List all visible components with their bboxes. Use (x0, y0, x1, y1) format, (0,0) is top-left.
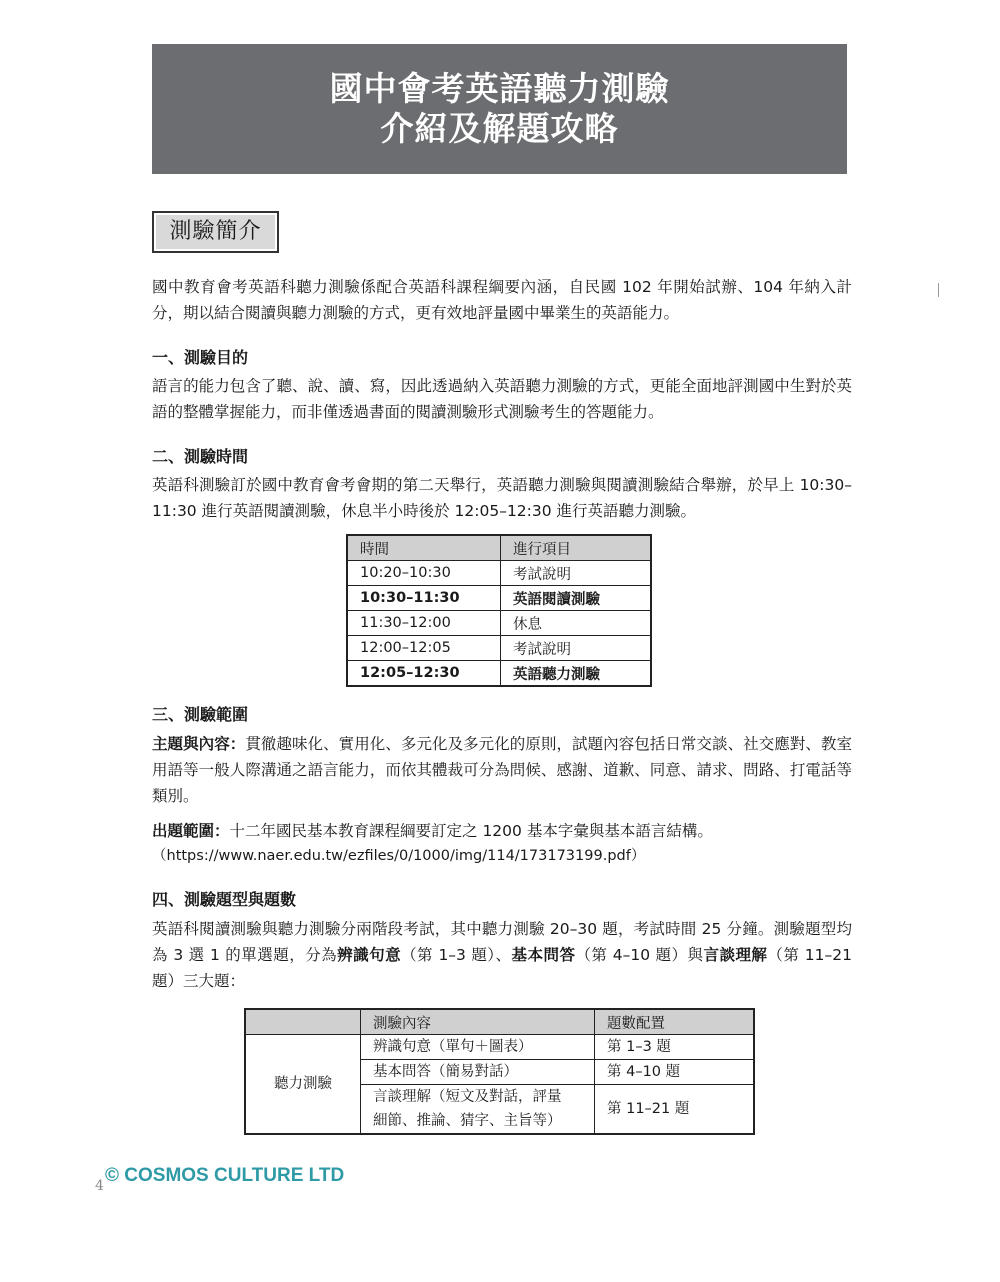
schedule-item: 英語閱讀測驗 (501, 586, 652, 611)
table-row (347, 661, 651, 687)
schedule-time: 12:05–12:30 (347, 661, 501, 687)
heading-purpose: 一、測驗目的 (152, 348, 249, 367)
intro-paragraph: 國中教育會考英語科聽力測驗係配合英語科課程綱要內涵，自民國 102 年開始試辦、104 年納入計分，期以結合閱讀與聽力測驗的方式，更有效地評量國中畢業生的英語能力。 (152, 278, 852, 322)
range-label: 出題範圍： (152, 822, 230, 840)
section-label: 測驗簡介 (152, 211, 279, 253)
qtable-content: 基本問答（簡易對話） (361, 1060, 595, 1085)
schedule-header-row (347, 535, 651, 561)
reference-url: （https://www.naer.edu.tw/ezfiles/0/1000/img/114/173173199.pdf） (152, 848, 646, 864)
qtable-content (361, 1085, 595, 1135)
schedule-header-time: 時間 (347, 535, 501, 561)
type-discourse: 言談理解 (703, 946, 768, 964)
page-title-line2: 介紹及解題攻略 (380, 109, 619, 148)
schedule-time: 10:20–10:30 (347, 561, 501, 586)
table-row (347, 561, 651, 586)
schedule-table (346, 534, 652, 687)
range-basic-qa: （第 4–10 題）與 (575, 946, 704, 964)
schedule-time: 10:30–11:30 (347, 586, 501, 611)
table-row (347, 586, 651, 611)
table-row (245, 1035, 754, 1060)
qtable-content-line1: 言談理解（短文及對話，評量 (373, 1089, 562, 1105)
type-basic-qa: 基本問答 (511, 946, 576, 964)
page-title-line1: 國中會考英語聽力測驗 (329, 69, 670, 108)
format-body-a: 英語科閱讀測驗與聽力測驗分兩階段考試，其中聽力測驗 20–30 題，考試時間 25 分鐘。測驗題型均為 3 選 1 的單選題，分為 (152, 920, 852, 964)
title-banner (152, 44, 847, 174)
copyright-watermark: © COSMOS CULTURE LTD (105, 1165, 345, 1186)
qtable-row-label: 聽力測驗 (245, 1035, 361, 1135)
range-paragraph (152, 818, 852, 844)
qtable-count: 第 11–21 題 (595, 1085, 755, 1135)
heading-time: 二、測驗時間 (152, 447, 249, 466)
heading-format: 四、測驗題型與題數 (152, 890, 297, 909)
qtable-header-row (245, 1009, 754, 1035)
margin-mark (938, 283, 939, 297)
page-number: 4 (95, 1178, 104, 1194)
table-row (347, 636, 651, 661)
qtable-count: 第 4–10 題 (595, 1060, 755, 1085)
schedule-item: 考試說明 (501, 636, 652, 661)
range-body: 十二年國民基本教育課程綱要訂定之 1200 基本字彙與基本語言結構。 (229, 822, 713, 840)
purpose-paragraph: 語言的能力包含了聽、說、讀、寫，因此透過納入英語聽力測驗的方式，更能全面地評測國中生對於英語的整體掌握能力，而非僅透過書面的閱讀測驗形式測驗考生的答題能力。 (152, 377, 852, 421)
time-paragraph: 英語科測驗訂於國中教育會考會期的第二天舉行，英語聽力測驗與閱讀測驗結合舉辦，於早上 10:30–11:30 進行英語閱讀測驗，休息半小時後於 12:05–12:30 進行英語聽力測驗。 (152, 476, 852, 520)
heading-scope: 三、測驗範圍 (152, 705, 249, 724)
schedule-item: 英語聽力測驗 (501, 661, 652, 687)
qtable-header-content: 測驗內容 (361, 1009, 595, 1035)
schedule-time: 12:00–12:05 (347, 636, 501, 661)
schedule-item: 休息 (501, 611, 652, 636)
qtable-count: 第 1–3 題 (595, 1035, 755, 1060)
schedule-item: 考試說明 (501, 561, 652, 586)
qtable-header-count: 題數配置 (595, 1009, 755, 1035)
table-row (347, 611, 651, 636)
topic-label: 主題與內容： (152, 735, 246, 753)
topic-body: 貫徹趣味化、實用化、多元化及多元化的原則，試題內容包括日常交談、社交應對、教室用語等一般人際溝通之語言能力，而依其體裁可分為問候、感謝、道歉、同意、請求、問路、打電話等類別。 (152, 735, 852, 805)
qtable-content-line2: 細節、推論、猜字、主旨等） (373, 1113, 562, 1129)
question-type-table (244, 1008, 755, 1135)
qtable-header-blank (245, 1009, 361, 1035)
schedule-header-item: 進行項目 (501, 535, 652, 561)
schedule-time: 11:30–12:00 (347, 611, 501, 636)
topic-paragraph (152, 731, 852, 809)
range-discourse: （第 11–21 題）三大題： (152, 946, 852, 990)
range-identify: （第 1–3 題）、 (401, 946, 512, 964)
type-identify: 辨識句意 (337, 946, 402, 964)
format-paragraph (152, 916, 852, 994)
qtable-content: 辨識句意（單句＋圖表） (361, 1035, 595, 1060)
